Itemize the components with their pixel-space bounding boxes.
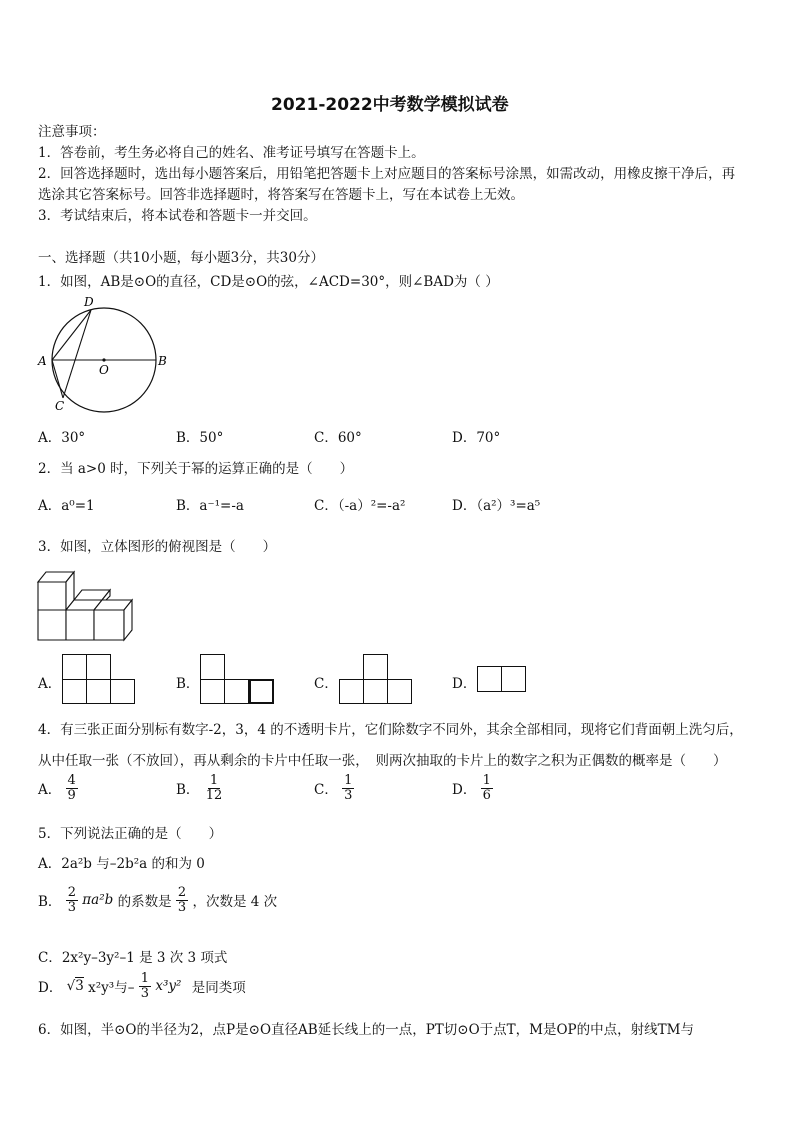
question-1-stem: 1．如图，AB是⊙O的直径，CD是⊙O的弦，∠ACD=30°，则∠BAD为（ ） [38,274,499,290]
q1-option-c: C．60° [314,430,362,446]
q2-option-a: A．a⁰=1 [38,498,95,514]
notice-line-1: 1．答卷前，考生务必将自己的姓名、准考证号填写在答题卡上。 [38,145,425,161]
question-4-stem-line1: 4．有三张正面分别标有数字-2，3，4 的不透明卡片，它们除数字不同外，其余全部相同，现将它们背面朝上洗匀后， [38,722,743,738]
cube-top-front [38,582,66,610]
section-heading: 一、选择题（共10小题，每小题3分，共30分） [38,250,324,266]
q3-option-a-view [62,654,136,704]
notice-line-3: 3．考试结束后，将本试卷和答题卡一并交回。 [38,208,317,224]
q4-option-d: D． $\frac{1}{6}$ [452,773,491,803]
label-d: D [84,295,94,309]
q4-option-a: A． $\frac{4}{9}$ [38,773,76,803]
q2-option-b: B．a⁻¹=-a [176,498,244,514]
question-5-stem: 5．下列说法正确的是（ ） [38,826,223,842]
q3-option-b-label: B． [176,676,200,692]
question-3-stem: 3．如图，立体图形的俯视图是（ ） [38,539,277,555]
q3-option-c-view [339,654,413,704]
cube-bottom-3 [94,610,124,640]
q5-option-b: B． $\frac{2}{3}$ πa²b 的系数是 $\frac{2}{3}$ ，次数是 4 次 [38,885,278,915]
center-point [102,358,105,361]
q1-option-b: B．50° [176,430,224,446]
q1-option-d: D．70° [452,430,501,446]
q3-option-a-label: A． [38,676,62,692]
q4-option-b: B． $\frac{1}{12}$ [176,773,223,803]
label-a: A [38,354,47,368]
notice-heading: 注意事项： [38,124,106,140]
circle-figure [36,294,176,414]
q4-option-c: C． $\frac{1}{3}$ [314,773,353,803]
question-6-stem: 6．如图，半⊙O的半径为2，点P是⊙O直径AB延长线上的一点，PT切⊙O于点T，M是OP的中点，射线TM与 [38,1022,694,1038]
question-4-stem-line2: 从中任取一张（不放回），再从剩余的卡片中任取一张， 则两次抽取的卡片上的数字之积为正偶数的概率是（ ） [38,753,727,769]
label-c: C [55,399,65,413]
notice-line-2b: 选涂其它答案标号。回答非选择题时，将答案写在答题卡上，写在本试卷上无效。 [38,187,524,203]
cube-figure [36,568,142,646]
q5-option-d: D． √3 x²y³与– $\frac{1}{3}$ x³y² 是同类项 [38,971,246,1001]
cube-bottom-2 [66,610,94,640]
q3-option-c-label: C． [314,676,338,692]
q2-option-c: C．（-a）²=-a² [314,498,406,514]
page-title: 2021-2022中考数学模拟试卷 [271,95,509,115]
cube-bottom-1 [38,610,66,640]
q5-option-a: A．2a²b 与–2b²a 的和为 0 [38,856,205,872]
q2-option-d: D．（a²）³=a⁵ [452,498,541,514]
label-b: B [158,354,167,368]
q1-option-a: A．30° [38,430,86,446]
q3-option-b-view [200,654,275,704]
segment-ac [52,360,63,398]
label-o: O [99,363,109,377]
q3-option-d-view [477,666,527,692]
q5-option-c: C．2x²y–3y²–1 是 3 次 3 项式 [38,950,228,966]
notice-line-2a: 2．回答选择题时，选出每小题答案后，用铅笔把答题卡上对应题目的答案标号涂黑，如需改动，用橡皮擦干净后，再 [38,166,736,182]
question-2-stem: 2．当 a>0 时，下列关于幂的运算正确的是（ ） [38,461,354,477]
q3-option-d-label: D． [452,676,477,692]
